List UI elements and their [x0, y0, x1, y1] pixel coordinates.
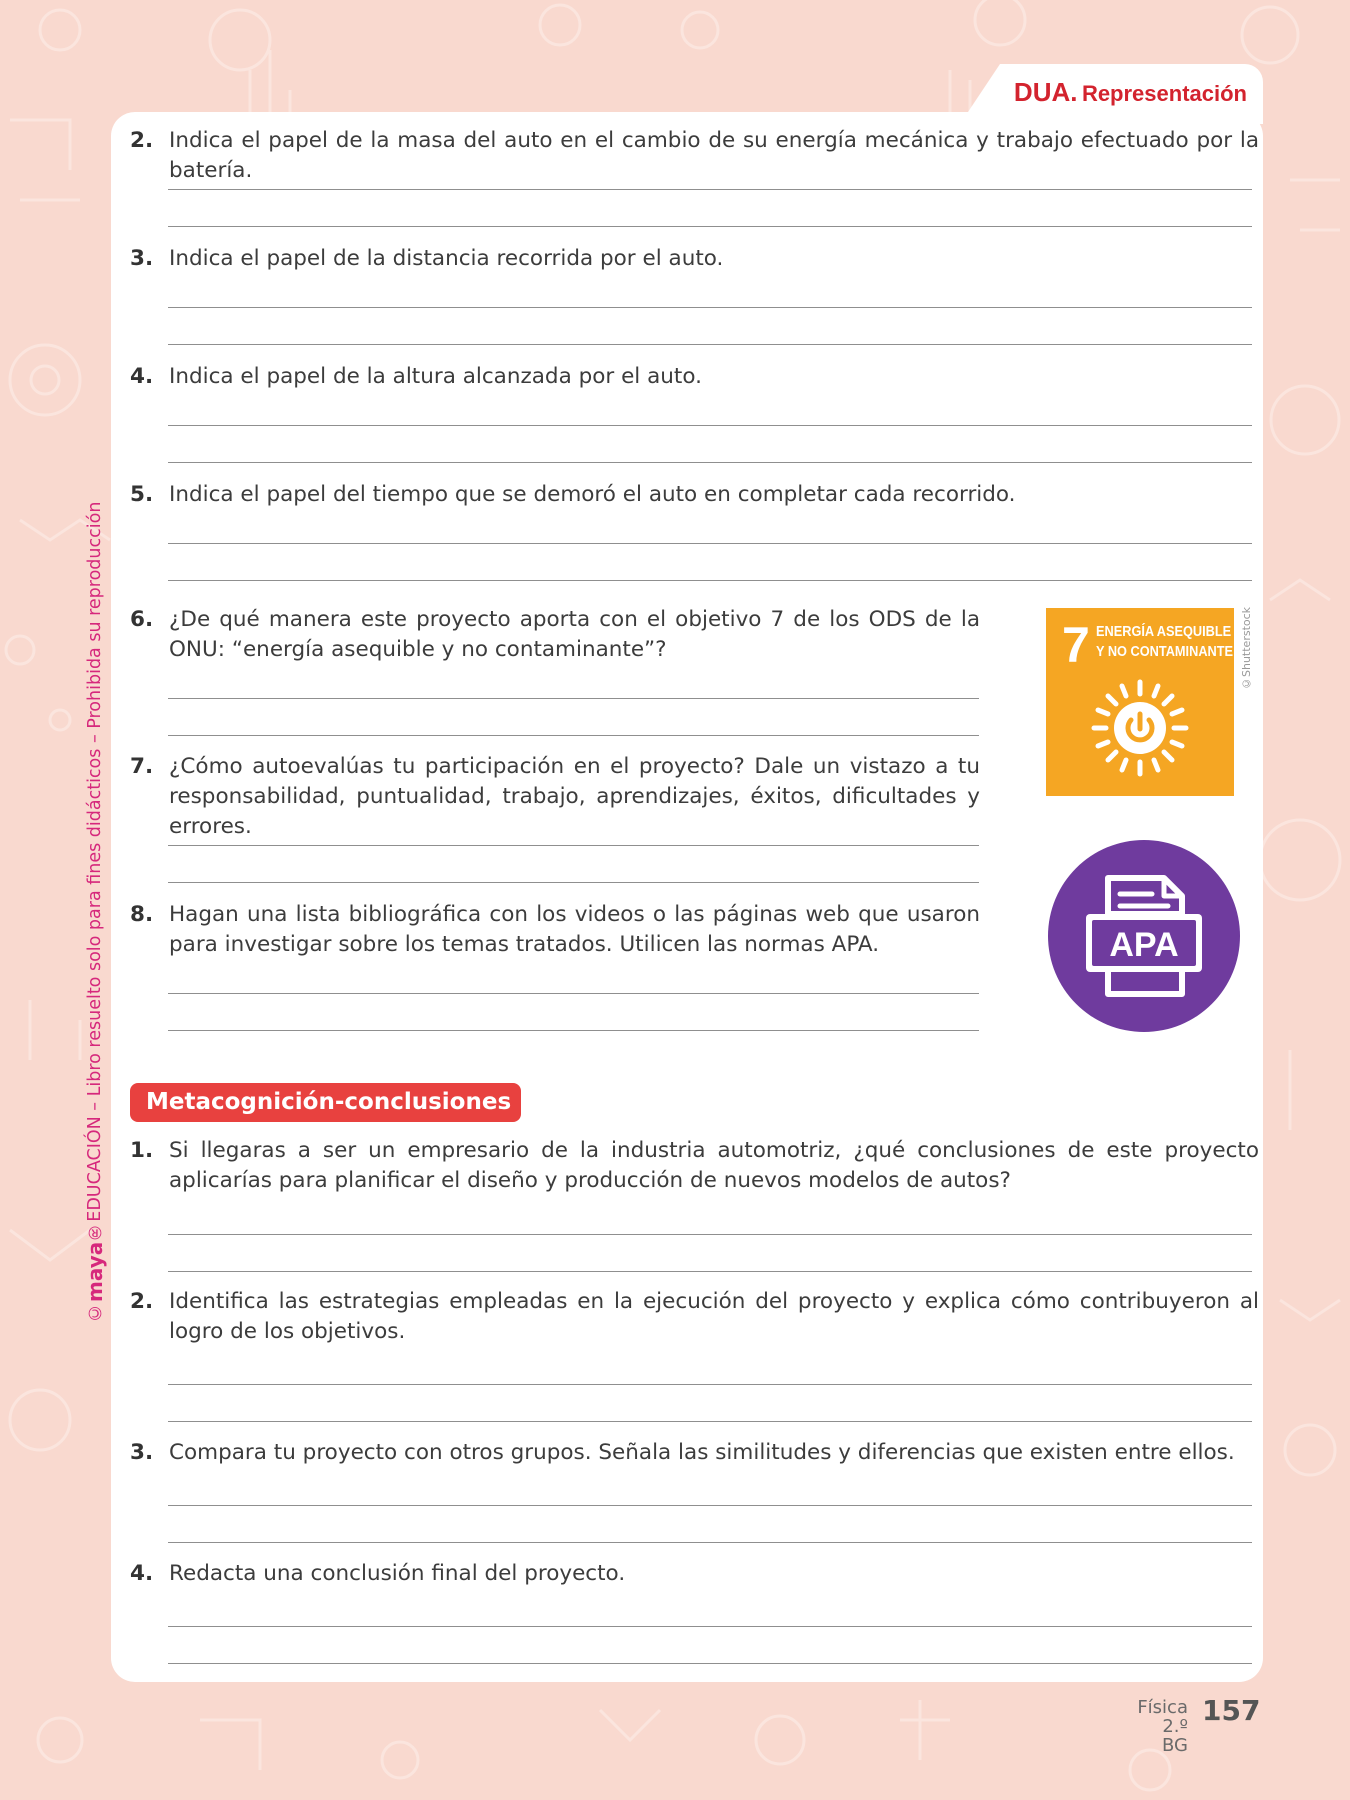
image-credit: ©Shutterstock — [1240, 606, 1253, 690]
question-number: 2. — [130, 128, 154, 153]
sdg-7-image — [1046, 608, 1234, 796]
question-number: 4. — [130, 1561, 154, 1586]
apa-label: APA — [1109, 926, 1179, 964]
question-number: 3. — [130, 1440, 154, 1465]
answer-line[interactable] — [168, 226, 1252, 227]
dua-label: DUA. — [1013, 77, 1078, 107]
page-number: 157 — [1202, 1694, 1261, 1727]
answer-line[interactable] — [168, 543, 1252, 544]
answer-line[interactable] — [168, 1626, 1252, 1627]
answer-line[interactable] — [168, 993, 979, 994]
question-text: ¿De qué manera este proyecto aporta con el objetivo 7 de los ODS de la ONU: “energía asequible y no contaminante”? — [169, 607, 980, 662]
answer-line[interactable] — [168, 1505, 1252, 1506]
answer-line[interactable] — [168, 1030, 979, 1031]
maya-logo: maya — [83, 1241, 107, 1302]
answer-line[interactable] — [168, 425, 1252, 426]
answer-line[interactable] — [168, 1271, 1252, 1272]
question-number: 3. — [130, 246, 154, 271]
sdg-title-line1: ENERGÍA ASEQUIBLE — [1096, 624, 1232, 640]
answer-line[interactable] — [168, 845, 979, 846]
answer-line[interactable] — [168, 580, 1252, 581]
question-text: Compara tu proyecto con otros grupos. Señala las similitudes y diferencias que existen entre ellos. — [169, 1440, 1235, 1465]
grade-label: 2.º BG — [1162, 1716, 1188, 1756]
apa-document-icon — [1046, 838, 1242, 1034]
answer-line[interactable] — [168, 1663, 1252, 1664]
question-text: Indica el papel del tiempo que se demoró el auto en completar cada recorrido. — [169, 482, 1016, 507]
answer-line[interactable] — [168, 462, 1252, 463]
answer-line[interactable] — [168, 1421, 1252, 1422]
sdg-title-line2: Y NO CONTAMINANTE — [1096, 644, 1234, 660]
answer-line[interactable] — [168, 698, 979, 699]
copyright-symbol: © — [85, 1302, 105, 1322]
subject-name: Física — [1137, 1697, 1188, 1718]
answer-line[interactable] — [168, 189, 1252, 190]
question-text: Indica el papel de la distancia recorrida por el auto. — [169, 246, 724, 271]
copyright-notice: ®EDUCACIÓN – Libro resuelto solo para fines didácticos – Prohibida su reproducción — [85, 501, 105, 1242]
question-number: 5. — [130, 482, 154, 507]
question-number: 1. — [130, 1138, 154, 1163]
question-number: 4. — [130, 364, 154, 389]
question-text: Identifica las estrategias empleadas en la ejecución del proyecto y explica cómo contribuyeron al logro de los objetivos. — [169, 1289, 1259, 1344]
footer-subject — [1132, 1698, 1188, 1755]
answer-line[interactable] — [168, 735, 979, 736]
question-text: ¿Cómo autoevalúas tu participación en el proyecto? Dale un vistazo a tu responsabilidad, puntualidad, trabajo, aprendizajes, éxitos, dificultades y errores. — [169, 754, 980, 839]
section-header-metacognition: Metacognición-conclusiones — [130, 1083, 521, 1122]
question-text: Indica el papel de la altura alcanzada por el auto. — [169, 364, 702, 389]
question-text: Indica el papel de la masa del auto en el cambio de su energía mecánica y trabajo efectuado por la batería. — [169, 128, 1259, 183]
question-number: 2. — [130, 1289, 154, 1314]
question-text: Si llegaras a ser un empresario de la industria automotriz, ¿qué conclusiones de este proyecto aplicarías para planificar el diseño y producción de nuevos modelos de autos? — [169, 1138, 1259, 1193]
question-number: 6. — [130, 607, 154, 632]
answer-line[interactable] — [168, 307, 1252, 308]
answer-line[interactable] — [168, 1384, 1252, 1385]
question-text: Hagan una lista bibliográfica con los videos o las páginas web que usaron para investigar sobre los temas tratados. Utilicen las normas APA. — [169, 902, 980, 957]
question-number: 8. — [130, 902, 154, 927]
question-number: 7. — [130, 754, 154, 779]
answer-line[interactable] — [168, 1234, 1252, 1235]
question-text: Redacta una conclusión final del proyecto. — [169, 1561, 626, 1586]
answer-line[interactable] — [168, 1542, 1252, 1543]
answer-line[interactable] — [168, 882, 979, 883]
sdg-number: 7 — [1062, 617, 1088, 673]
answer-line[interactable] — [168, 344, 1252, 345]
copyright-side-text — [84, 490, 106, 1322]
sun-power-icon — [1090, 678, 1190, 778]
representation-label: Representación — [1081, 81, 1247, 106]
sdg-title — [1096, 622, 1234, 662]
dua-header — [1014, 77, 1247, 108]
